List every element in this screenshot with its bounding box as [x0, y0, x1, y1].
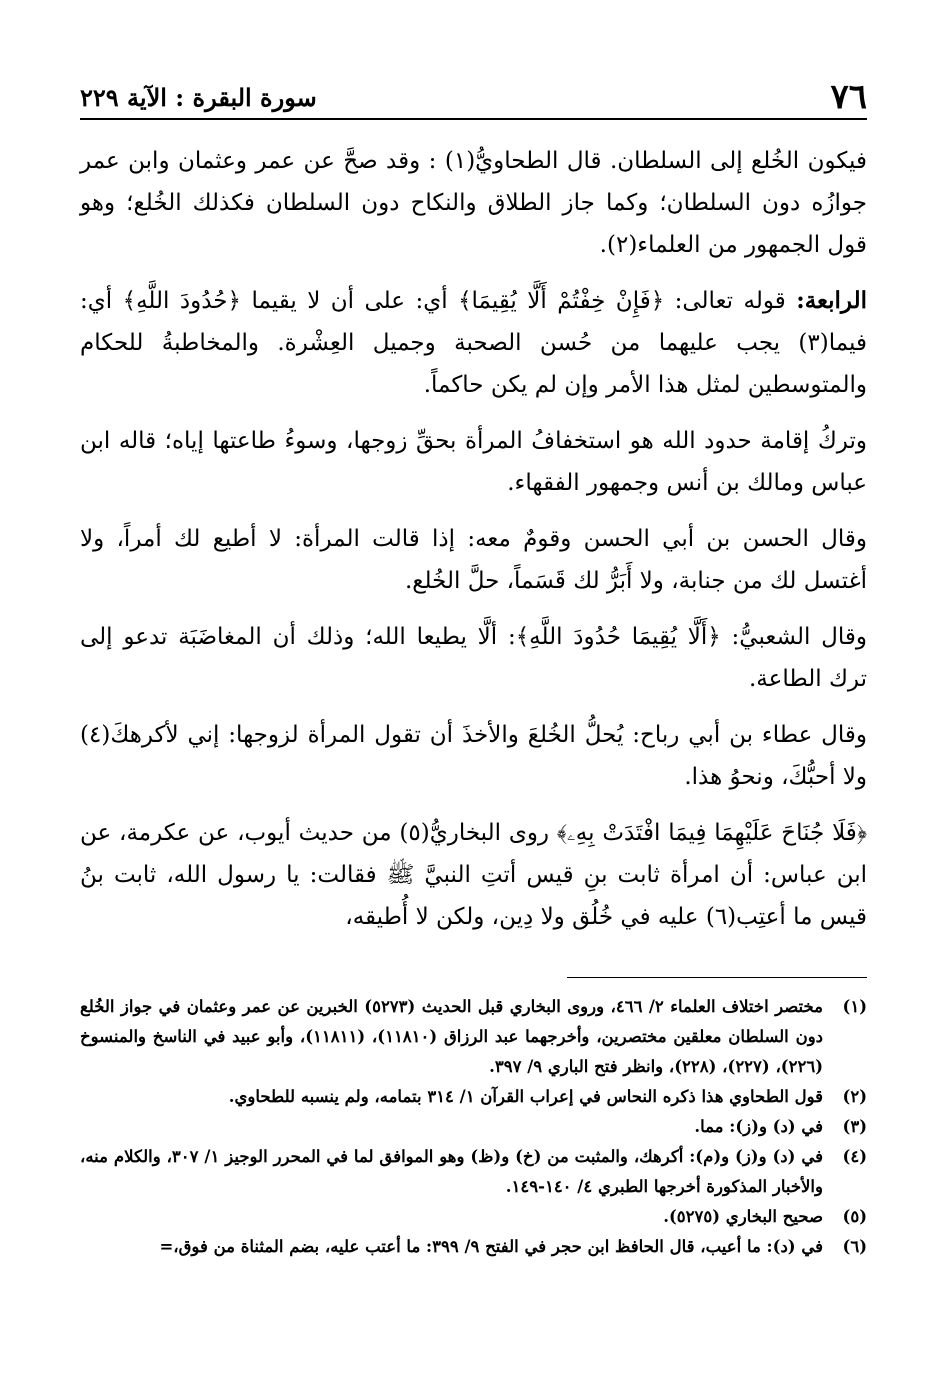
paragraph-text: وقال الحسن بن أبي الحسن وقومٌ معه: إذا قالت المرأة: لا أطيع لك أمراً، ولا أغتسل لك من جنابة، ولا أَبَرُّ لك قَسَماً، حلَّ الخُلع. [80, 526, 867, 594]
footnote-number: (٣) [842, 1117, 867, 1136]
paragraph [80, 518, 867, 602]
paragraph-text: وتركُ إقامة حدود الله هو استخفافُ المرأة بحقِّ زوجها، وسوءُ طاعتها إياه؛ قاله ابن عباس ومالك بن أنس وجمهور الفقهاء. [80, 428, 867, 496]
paragraph-text: وقال عطاء بن أبي رباح: يُحلُّ الخُلعَ والأخذَ أن تقول المرأة لزوجها: إني لأكرهكَ(٤) ولا أحبُّكَ، ونحوُ هذا. [80, 722, 867, 790]
paragraph [80, 280, 867, 406]
footnote-text: صحيح البخاري (٥٢٧٥). [663, 1207, 823, 1226]
paragraph [80, 420, 867, 504]
footnote-text: مختصر اختلاف العلماء ٢/ ٤٦٦، وروى البخاري قبل الحديث (٥٢٧٣) الخبرين عن عمر وعثمان في جواز الخُلع دون السلطان معلقين مختصرين، وأخرجهما عبد الرزاق (١١٨١٠)، (١١٨١١)، وأبو عبيد في الناسخ والمنسوخ (٢٢٦)، (٢٢٧)، (٢٢٨)، وانظر فتح الباري ٩/ ٣٩٧. [80, 997, 824, 1076]
footnote-number: (٥) [842, 1207, 867, 1226]
footnote [80, 1112, 867, 1142]
footnote [80, 1202, 867, 1232]
footnote-number: (٤) [842, 1147, 867, 1166]
page-number: ٧٦ [830, 77, 867, 117]
footnotes [80, 992, 867, 1262]
footnote-text: في (د): ما أعيب، قال الحافظ ابن حجر في الفتح ٩/ ٣٩٩: ما أعتب عليه، بضم المثناة من فوق،= [159, 1237, 823, 1256]
paragraph [80, 812, 867, 938]
footnote [80, 1232, 867, 1262]
paragraph-lead: الرابعة: [796, 287, 867, 314]
paragraph-text: قوله تعالى: ﴿فَإِنْ خِفْتُمْ أَلَّا يُقِيمَا﴾ أي: على أن لا يقيما ﴿حُدُودَ اللَّهِ﴾ أي: فيما(٣) يجب عليهما من حُسن الصحبة وجميل العِشْرة. والمخاطبةُ للحكام والمتوسطين لمثل هذا الأمر وإن لم يكن حاكماً. [80, 288, 867, 398]
page-header [80, 70, 867, 120]
footnote [80, 992, 867, 1082]
footnote-number: (٢) [842, 1087, 867, 1106]
paragraph-text: فيكون الخُلع إلى السلطان. قال الطحاويُّ(١) : وقد صحَّ عن عمر وعثمان وابن عمر جوازُه دون السلطان؛ وكما جاز الطلاق والنكاح دون السلطان فكذلك الخُلع؛ وهو قول الجمهور من العلماء(٢). [80, 148, 867, 258]
footnote-divider [567, 977, 867, 978]
footnote-number: (١) [842, 997, 867, 1016]
footnote [80, 1142, 867, 1202]
paragraph-text: ﴿فَلَا جُنَاحَ عَلَيْهِمَا فِيمَا افْتَدَتْ بِهِۦ﴾ روى البخاريُّ(٥) من حديث أيوب، عن عكرمة، عن ابن عباس: أن امرأة ثابت بنِ قيس أتتِ النبيَّ ﷺ فقالت: يا رسول الله، ثابت بنُ قيس ما أعتِب(٦) عليه في خُلُق ولا دِين، ولكن لا أُطيقه، [80, 820, 867, 930]
main-text [80, 140, 867, 952]
footnote [80, 1082, 867, 1112]
footnote-text: قول الطحاوي هذا ذكره النحاس في إعراب القرآن ١/ ٣١٤ بتمامه، ولم ينسبه للطحاوي. [228, 1087, 823, 1106]
footnote-text: في (د) و(ز): مما. [694, 1117, 823, 1136]
footnote-text: في (د) و(ز) و(م): أكرهك، والمثبت من (خ) و(ظ) وهو الموافق لما في المحرر الوجيز ١/ ٣٠٧، والكلام منه، والأخبار المذكورة أخرجها الطبري ٤/ ١٤٠-١٤٩. [80, 1147, 823, 1196]
running-title: سورة البقرة : الآية ٢٢٩ [80, 83, 317, 112]
paragraph-text: وقال الشعبيُّ: ﴿أَلَّا يُقِيمَا حُدُودَ اللَّهِ﴾: ألَّا يطيعا الله؛ وذلك أن المغاضَبَة تدعو إلى ترك الطاعة. [80, 624, 867, 692]
footnote-number: (٦) [842, 1237, 867, 1256]
paragraph [80, 140, 867, 266]
paragraph [80, 616, 867, 700]
paragraph [80, 714, 867, 798]
